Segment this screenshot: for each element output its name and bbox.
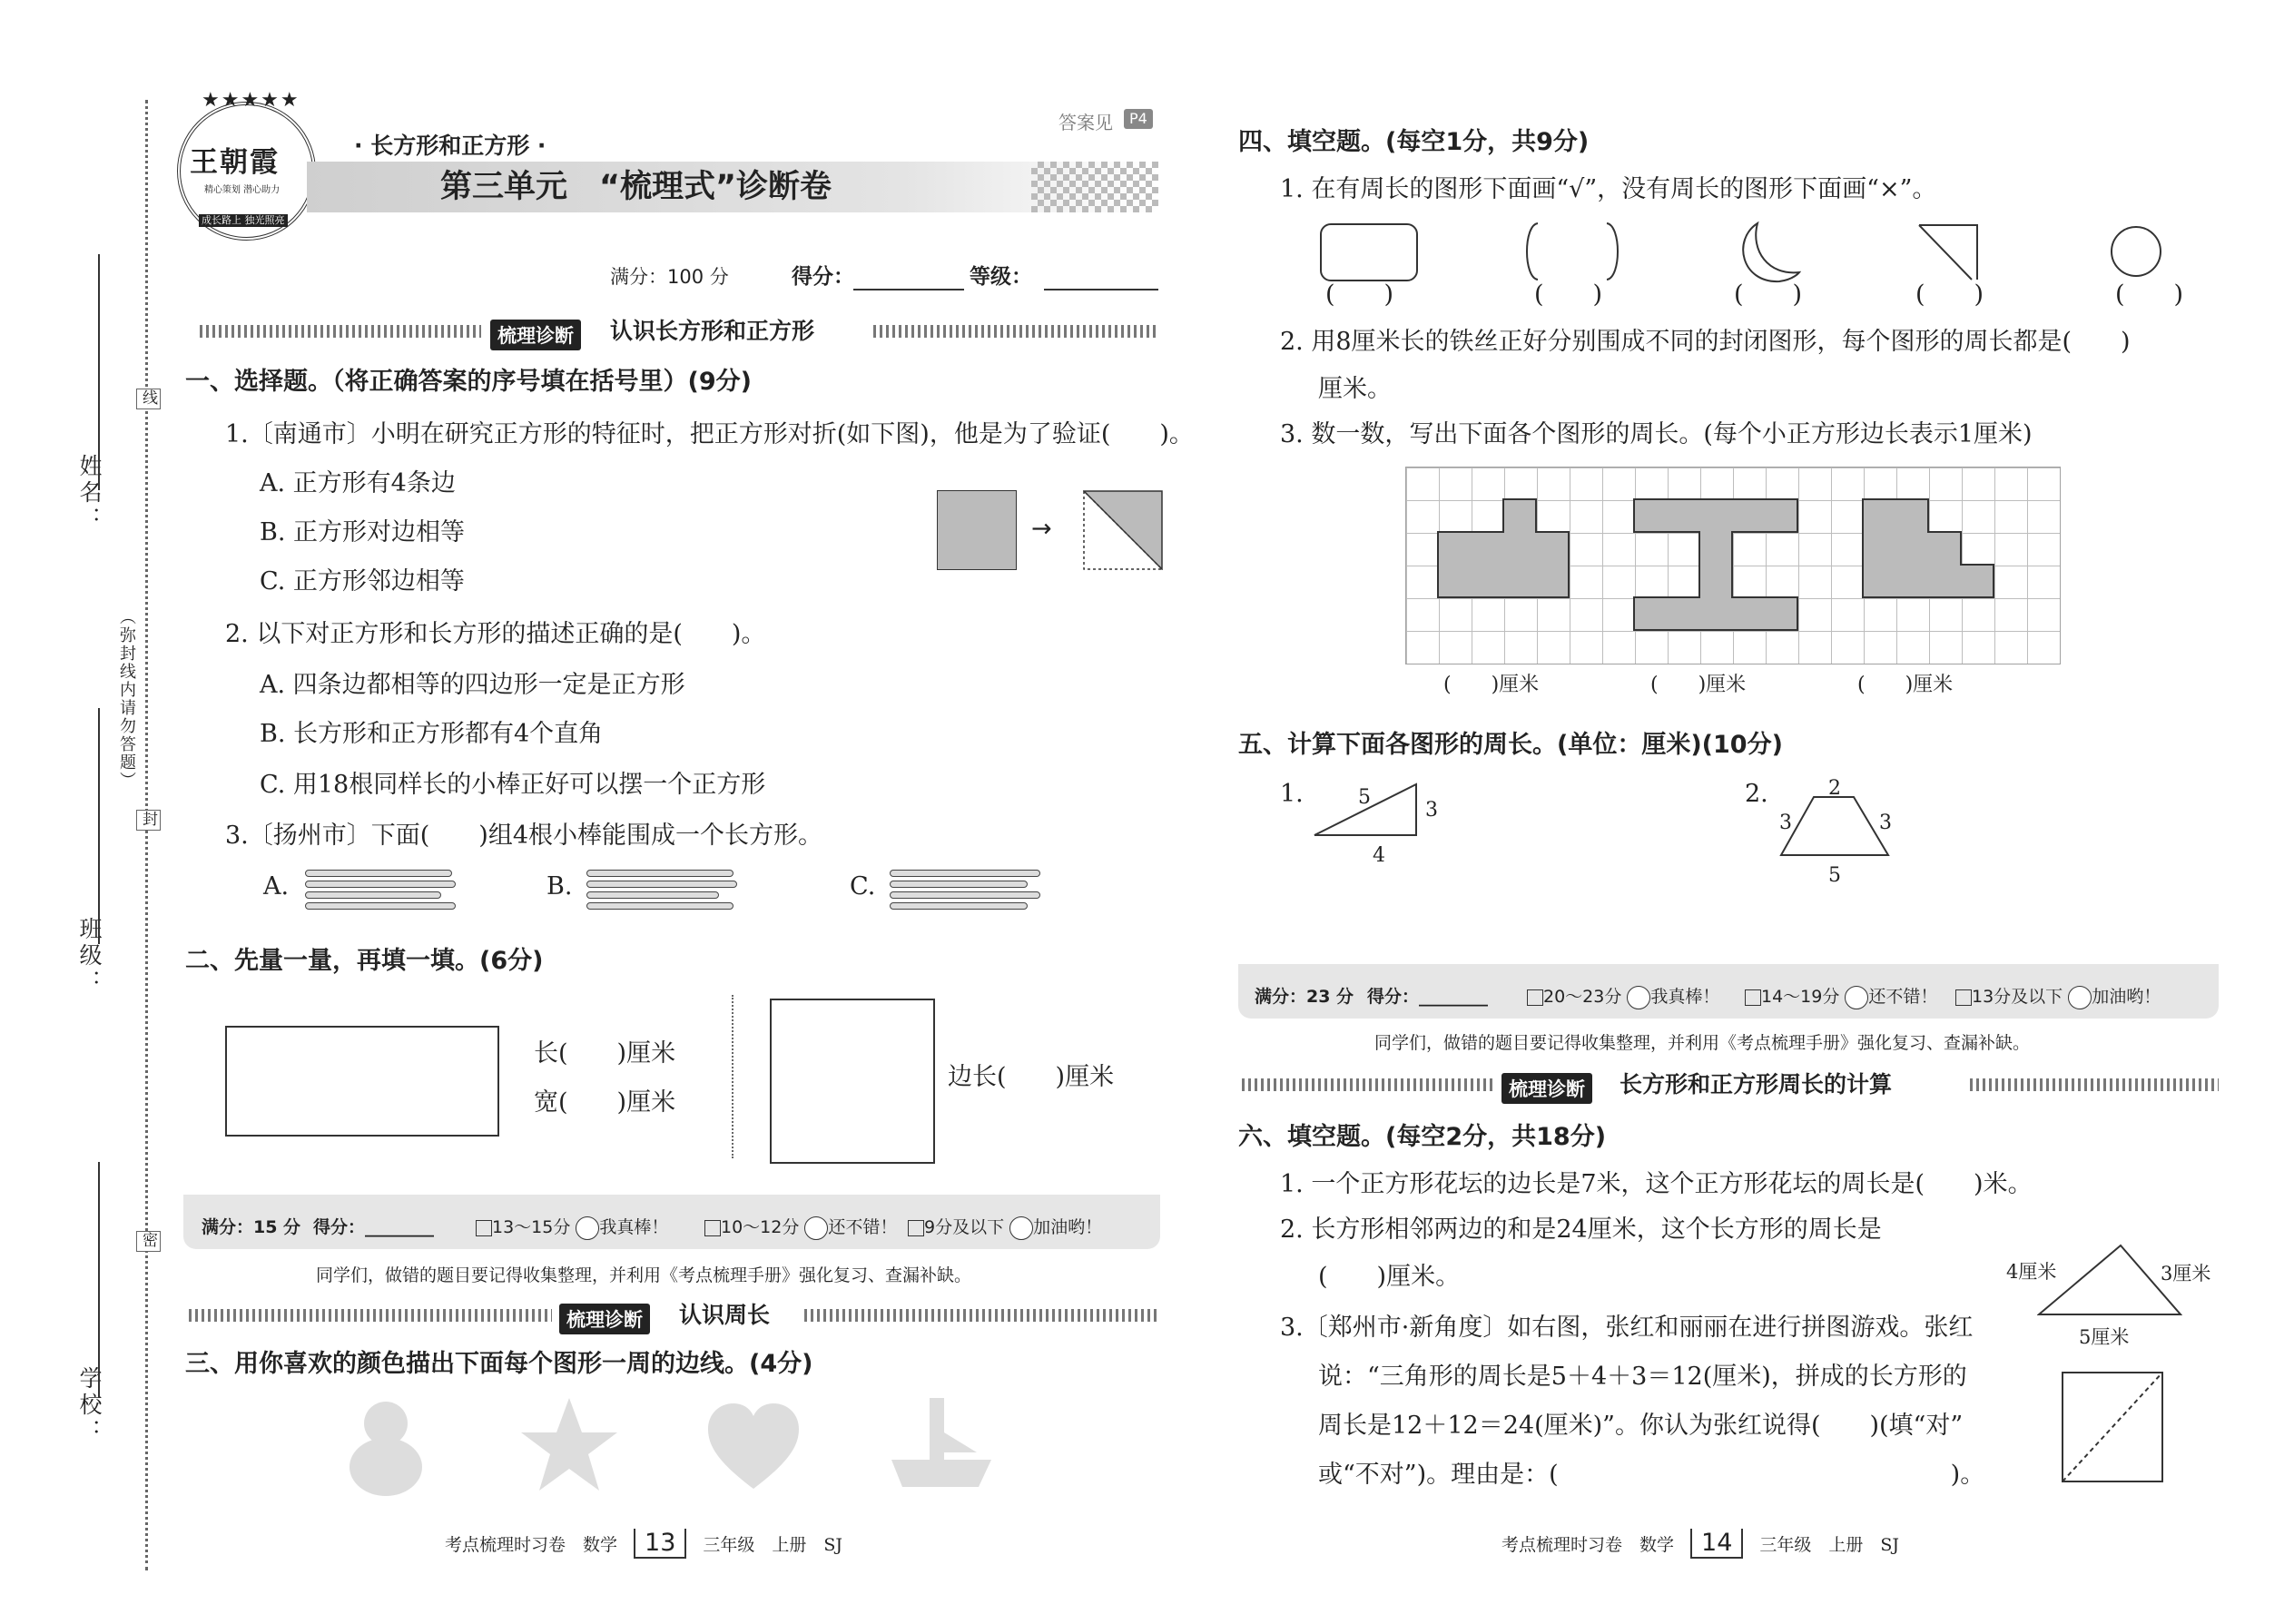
divider: [732, 995, 733, 1158]
option-item[interactable]: B. 正方形对边相等: [260, 518, 466, 546]
heart-shape[interactable]: [708, 1403, 799, 1491]
trapezoid-right: 3: [1879, 812, 1892, 834]
question-item: 3. 数一数，写出下面各个图形的周长。(每个小正方形边长表示1厘米): [1280, 420, 2033, 448]
trapezoid-figure: [1777, 795, 1892, 859]
page-number: 13: [634, 1529, 686, 1559]
rating-range: 14～19分: [1761, 987, 1840, 1007]
option-label[interactable]: B.: [546, 872, 573, 901]
answer-page-badge: P4: [1124, 109, 1153, 129]
question-heading: 一、选择题。（将正确答案的序号填在括号里）(9分): [185, 368, 752, 396]
rating-range: 9分及以下: [924, 1217, 1005, 1237]
question-item[interactable]: 周长是12＋12＝24(厘米)”。你认为张红说得( )(填“对”: [1318, 1412, 1964, 1440]
triangle-base: 4: [1373, 844, 1385, 867]
brand-motto-2: 成长路上 独光照亮: [199, 214, 288, 227]
section-tag: 梳理诊断: [1501, 1073, 1592, 1104]
question-heading: 六、填空题。(每空2分，共18分): [1238, 1123, 1607, 1151]
stick-icon: [890, 881, 1028, 888]
section-divider: [200, 325, 481, 338]
question-heading: 三、用你喜欢的颜色描出下面每个图形一周的边线。(4分): [185, 1350, 813, 1378]
rating-option[interactable]: [704, 1212, 897, 1243]
option-label[interactable]: C.: [850, 872, 876, 901]
question-number: 2.: [1745, 780, 1768, 808]
answer-blank[interactable]: ( ): [1915, 281, 1984, 309]
rating-option[interactable]: [1527, 981, 1719, 1012]
footer-book: 考点梳理时习卷 数学: [1501, 1535, 1675, 1555]
grade-label: 等级：: [970, 265, 1032, 289]
answer-blank[interactable]: ( )厘米。: [1318, 1263, 1461, 1291]
circle-shape: [2110, 225, 2162, 278]
smiley-icon: [1009, 1216, 1033, 1240]
review-note: 同学们，做错的题目要记得收集整理，并利用《考点梳理手册》强化复习、查漏补缺。: [1374, 1033, 2031, 1053]
smiley-icon: [804, 1216, 828, 1240]
question-item: 说：“三角形的周长是5＋4＋3＝12(厘米)，拼成的长方形的: [1318, 1363, 1967, 1391]
footer-grade: 三年级 上册 SJ: [1759, 1535, 1900, 1555]
no-answer-note: （弥封线内请勿答题）: [117, 608, 136, 790]
triangle-hypotenuse: 5: [1358, 786, 1371, 809]
page-number: 14: [1690, 1529, 1743, 1559]
stick-icon: [586, 870, 733, 877]
score-line[interactable]: [853, 289, 964, 290]
review-note: 同学们，做错的题目要记得收集整理，并利用《考点梳理手册》强化复习、查漏补缺。: [316, 1265, 972, 1285]
stars-icon: ★★★★★: [202, 89, 300, 112]
grid-shape-3: [1863, 499, 1994, 597]
rating-text: 加油哟！: [2092, 987, 2161, 1007]
gourd-shape[interactable]: [345, 1396, 427, 1496]
perimeter-blank[interactable]: ( )厘米: [1650, 674, 1747, 696]
stick-icon: [890, 902, 1028, 910]
perimeter-blank[interactable]: ( )厘米: [1857, 674, 1954, 696]
score-label: 得分：: [792, 265, 854, 289]
question-heading: 五、计算下面各图形的周长。(单位：厘米)(10分): [1238, 731, 1783, 759]
rating-range: 20～23分: [1543, 987, 1622, 1007]
answer-blank[interactable]: ( ): [1734, 281, 1803, 309]
rating-text: 加油哟！: [1033, 1217, 1103, 1237]
checkbox[interactable]: [476, 1220, 492, 1236]
checkbox[interactable]: [1527, 989, 1543, 1006]
length-blank[interactable]: 长( )厘米: [534, 1039, 676, 1068]
rectangle-figure: [225, 1026, 499, 1137]
question-item: 1. 在有周长的图形下面画“√”，没有周长的图形下面画“×”。: [1280, 175, 1937, 203]
rectangle-puzzle-figure: [2061, 1371, 2164, 1483]
answer-blank[interactable]: ( ): [1534, 281, 1603, 309]
crescent-shape: [1738, 220, 1801, 285]
brand-name: 王朝霞: [190, 146, 280, 179]
rating-range: 10～12分: [721, 1217, 800, 1237]
question-item: 1.〔南通市〕小明在研究正方形的特征时，把正方形对折(如下图)，他是为了验证( )。: [225, 420, 1194, 448]
bar-full-marks: 满分：15 分: [202, 1217, 301, 1237]
page-footer: [445, 1529, 842, 1559]
rating-text: 还不错！: [1868, 987, 1938, 1007]
square-figure: [937, 490, 1017, 570]
folded-square-figure: [1083, 490, 1163, 570]
section-title: 认识长方形和正方形: [610, 318, 815, 344]
question-heading: 二、先量一量，再填一填。(6分): [185, 947, 544, 975]
grid-shape-1: [1438, 499, 1569, 597]
full-marks: 满分：100 分: [610, 266, 729, 288]
title-checker: [1031, 162, 1158, 212]
answer-ref: 答案见: [1058, 112, 1113, 133]
name-label: 姓名：: [76, 454, 103, 533]
rating-range: 13分及以下: [1972, 987, 2063, 1007]
school-label: 学校：: [76, 1366, 103, 1445]
rating-text: 还不错！: [828, 1217, 898, 1237]
question-number: 1.: [1280, 780, 1304, 808]
section-divider: [873, 325, 1158, 338]
question-item: 3.〔郑州市·新角度〕如右图，张红和丽丽在进行拼图游戏。张红: [1280, 1314, 1974, 1342]
stick-icon: [586, 891, 719, 899]
section-title: 长方形和正方形周长的计算: [1620, 1071, 1893, 1097]
question-item: 2. 长方形相邻两边的和是24厘米，这个长方形的周长是: [1280, 1216, 1882, 1244]
section-divider: [1970, 1078, 2219, 1091]
stick-icon: [305, 881, 456, 888]
arrow-icon: →: [1031, 515, 1052, 543]
question-heading: 四、填空题。(每空1分，共9分): [1238, 128, 1590, 156]
binding-mark-mi: 密: [136, 1231, 161, 1252]
binding-mark-xian: 线: [136, 389, 161, 409]
question-item[interactable]: 2. 用8厘米长的铁丝正好分别围成不同的封闭图形，每个图形的周长都是( ): [1280, 328, 2131, 356]
section-title: 认识周长: [679, 1302, 771, 1328]
brand-logo: [177, 102, 316, 241]
triangle-side-label: 4厘米: [2006, 1261, 2057, 1283]
stick-icon: [890, 870, 1040, 877]
question-item[interactable]: 1. 一个正方形花坛的边长是7米，这个正方形花坛的周长是( )米。: [1280, 1170, 2033, 1198]
option-item[interactable]: B. 长方形和正方形都有4个直角: [260, 720, 604, 748]
answer-blank[interactable]: ( ): [2115, 281, 2184, 309]
stick-icon: [890, 891, 1040, 899]
perimeter-blank[interactable]: ( )厘米: [1443, 674, 1540, 696]
boat-shape[interactable]: [890, 1396, 995, 1489]
smiley-icon: [2068, 986, 2092, 1009]
checkbox[interactable]: [1745, 989, 1761, 1006]
page-footer: [1501, 1529, 1899, 1559]
option-label[interactable]: A.: [263, 872, 290, 901]
side-blank[interactable]: 边长( )厘米: [948, 1063, 1115, 1091]
checkbox[interactable]: [704, 1220, 721, 1236]
rating-text: 我真棒！: [599, 1217, 669, 1237]
question-item: 2. 以下对正方形和长方形的描述正确的是( )。: [225, 620, 766, 648]
stick-icon: [305, 891, 441, 899]
triangle-side-label: 5厘米: [2079, 1326, 2130, 1348]
question-item: 3.〔扬州市〕下面( )组4根小棒能围成一个长方形。: [225, 822, 823, 850]
class-label: 班级：: [76, 917, 103, 996]
checkbox[interactable]: [908, 1220, 924, 1236]
page-title: 第三单元 “梳理式”诊断卷: [440, 169, 832, 205]
section-tag: 梳理诊断: [559, 1304, 650, 1334]
trapezoid-left: 3: [1779, 812, 1792, 834]
stick-icon: [305, 870, 452, 877]
question-item[interactable]: 或“不对”)。理由是：( )。: [1318, 1461, 1985, 1489]
option-item[interactable]: C. 正方形邻边相等: [260, 567, 465, 595]
rating-option[interactable]: [908, 1212, 1102, 1243]
stick-icon: [586, 881, 737, 888]
rounded-rect-shape: [1320, 223, 1418, 281]
brand-motto: 精心策划 潜心助力: [204, 185, 281, 195]
bar-full-marks: 满分：23 分: [1255, 987, 1354, 1007]
trapezoid-base: 5: [1828, 864, 1841, 887]
smiley-icon: [1845, 986, 1868, 1009]
section-divider: [189, 1309, 552, 1322]
trapezoid-top: 2: [1828, 777, 1841, 800]
question-item: 厘米。: [1318, 375, 1392, 403]
smiley-icon: [1627, 986, 1650, 1009]
grid-shapes: [1405, 467, 2061, 664]
unit-subtitle: · 长方形和正方形 ·: [354, 133, 546, 159]
stick-icon: [586, 902, 733, 910]
open-triangle-shape: [1917, 223, 1981, 281]
binding-line: [145, 100, 148, 1570]
square-figure: [770, 999, 935, 1164]
rating-text: 我真棒！: [1650, 987, 1720, 1007]
grade-line[interactable]: [1044, 289, 1158, 290]
option-item[interactable]: C. 用18根同样长的小棒正好可以摆一个正方形: [260, 771, 766, 799]
triangle-height: 3: [1425, 799, 1438, 822]
rating-option[interactable]: [1955, 981, 2161, 1012]
section-tag: 梳理诊断: [490, 320, 581, 350]
grid-shape-2: [1634, 499, 1797, 630]
footer-grade: 三年级 上册 SJ: [703, 1535, 843, 1555]
class-line: [98, 708, 100, 944]
checkbox[interactable]: [1955, 989, 1972, 1006]
school-line: [98, 1162, 100, 1398]
answer-blank[interactable]: ( ): [1325, 281, 1394, 309]
footer-book: 考点梳理时习卷 数学: [445, 1535, 618, 1555]
width-blank[interactable]: 宽( )厘米: [534, 1088, 676, 1117]
binding-mark-feng: 封: [136, 810, 161, 831]
stick-icon: [305, 902, 456, 910]
section-divider: [804, 1309, 1158, 1322]
triangle-side-label: 3厘米: [2161, 1263, 2211, 1284]
rating-option[interactable]: [476, 1212, 668, 1243]
rating-range: 13～15分: [492, 1217, 571, 1237]
rating-option[interactable]: [1745, 981, 1937, 1012]
option-item[interactable]: A. 四条边都相等的四边形一定是正方形: [260, 671, 685, 699]
open-bracket-shape: [1521, 221, 1623, 281]
section-divider: [1242, 1078, 1494, 1091]
bar-score[interactable]: 得分：________: [313, 1217, 435, 1237]
star-shape[interactable]: [519, 1394, 619, 1494]
name-line: [98, 254, 100, 490]
smiley-icon: [576, 1216, 599, 1240]
option-item[interactable]: A. 正方形有4条边: [260, 469, 456, 497]
bar-score[interactable]: 得分：________: [1367, 987, 1489, 1007]
